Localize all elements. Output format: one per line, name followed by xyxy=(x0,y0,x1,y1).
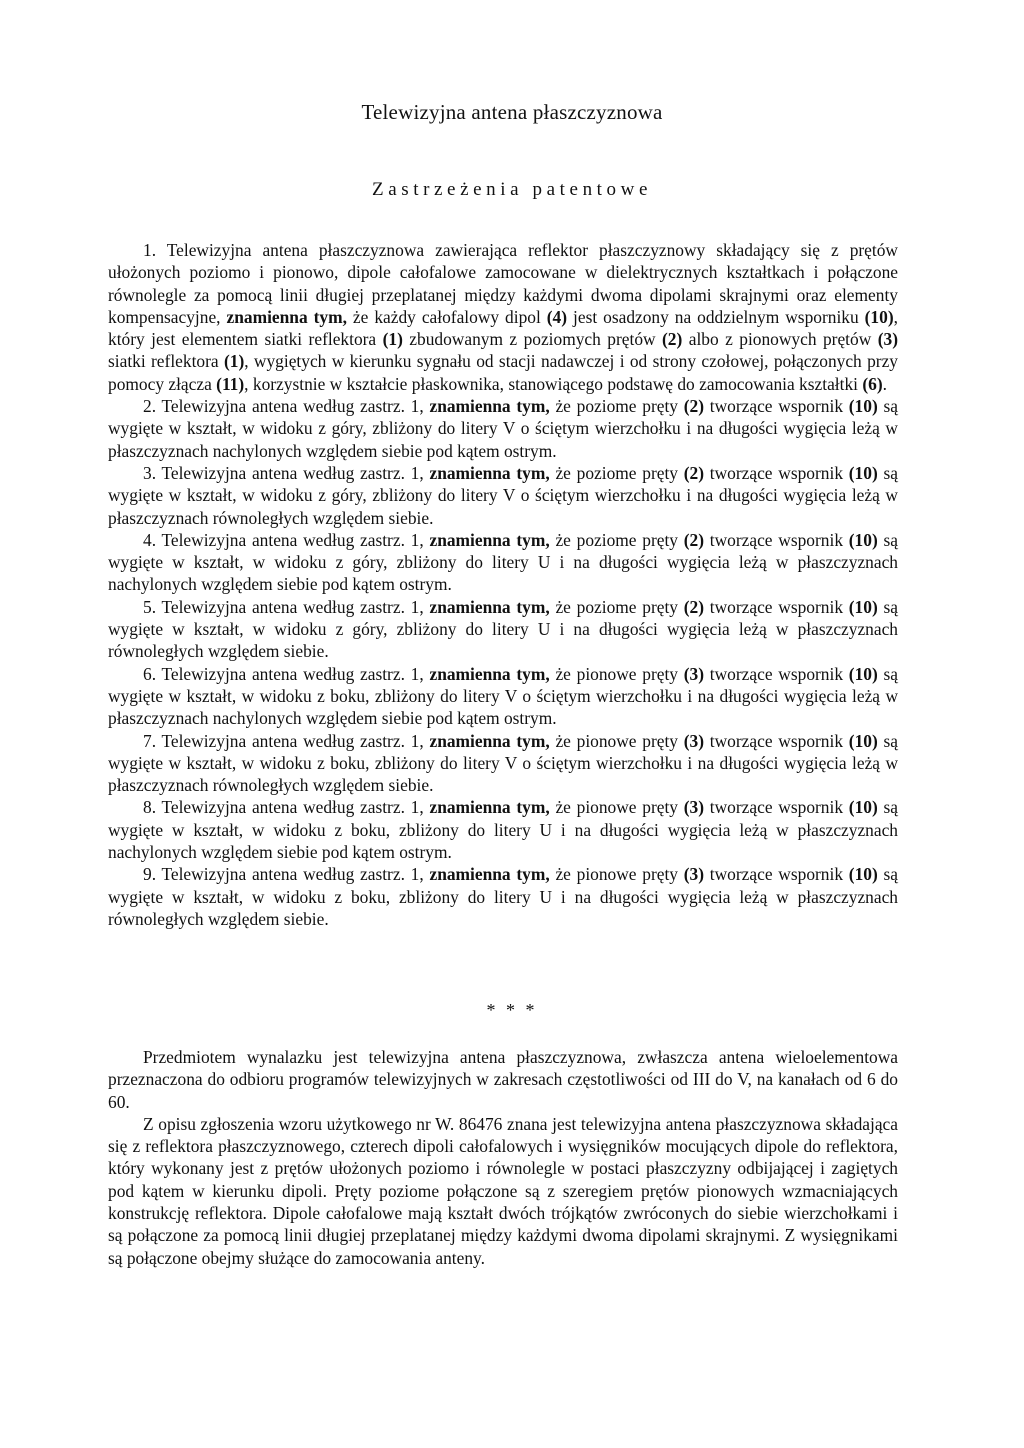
claim-paragraph xyxy=(108,239,898,395)
claim-emphasis: znamienna tym, xyxy=(429,396,550,417)
claim-emphasis: (2) xyxy=(662,329,683,350)
claim-text: 8. Telewizyjna antena według zastrz. 1, xyxy=(143,797,430,818)
description-paragraph: Z opisu zgłoszenia wzoru użytkowego nr W. 86476 znana jest telewizyjna antena płaszczyznowa składająca się z reflektora płaszczyznowego, czterech dipoli całofalowych i wysięgników mocujących dipole do reflektora, który wykonany jest z prętów ułożonych poziomo i równolegle w postaci płaszczyzny odbijającej i zagiętych pod kątem w kierunku dipoli. Pręty poziome połączone są z szeregiem prętów pionowych wzmacniających konstrukcję reflektora. Dipole całofalowe mają kształt dwóch trójkątów zwróconych do siebie wierzchołkami i są połączone za pomocą linii długiej przeplatanej między każdymi dwoma dipolami skrajnymi. Z wysięgnikami są połączone obejmy służące do zamocowania anteny. xyxy=(108,1113,898,1268)
claim-emphasis: (3) xyxy=(683,864,705,885)
claim-text: 2. Telewizyjna antena według zastrz. 1, xyxy=(143,396,430,417)
claim-emphasis: (3) xyxy=(683,663,705,684)
claim-text: tworzące wspornik xyxy=(704,396,849,417)
section-heading-claims: Zastrzeżenia patentowe xyxy=(371,179,652,200)
claim-text: 3. Telewizyjna antena według zastrz. 1, xyxy=(143,462,430,483)
claims-section xyxy=(108,239,898,930)
claim-emphasis: (10) xyxy=(848,462,878,483)
claim-emphasis: (10) xyxy=(848,396,878,417)
claim-text: albo z pionowych prętów xyxy=(682,329,878,350)
claim-emphasis: (10) xyxy=(848,529,878,550)
claim-text: 4. Telewizyjna antena według zastrz. 1, xyxy=(143,529,430,550)
claim-emphasis: (1) xyxy=(223,351,245,372)
claim-emphasis: (10) xyxy=(848,596,878,617)
description-paragraph: Przedmiotem wynalazku jest telewizyjna antena płaszczyznowa, zwłaszcza antena wieloelementowa przeznaczona do odbioru programów telewizyjnych w zakresach częstotliwości od III do V, na kanałach od 6 do 60. xyxy=(108,1047,898,1112)
claim-text: tworzące wspornik xyxy=(704,797,849,818)
description-section xyxy=(108,1046,898,1269)
claim-emphasis: (4) xyxy=(546,306,568,327)
claim-text: są wygięte w kształt, w widoku z góry, zbliżony do litery V o ściętym wierzchołku i na długości wygięcia leżą w płaszczyznach nachylonych względem siebie pod kątem ostrym. xyxy=(108,396,898,461)
claim-text: 5. Telewizyjna antena według zastrz. 1, xyxy=(143,596,430,617)
claim-text: są wygięte w kształt, w widoku z góry, zbliżony do litery V o ściętym wierzchołku i na długości wygięcia leżą w płaszczyznach równoległych względem siebie. xyxy=(108,462,898,528)
claim-text: tworzące wspornik xyxy=(704,596,849,617)
claim-emphasis: (10) xyxy=(848,864,878,885)
claim-paragraph xyxy=(108,395,898,462)
claim-emphasis: znamienna tym, xyxy=(429,529,550,550)
claim-emphasis: znamienna tym, xyxy=(429,864,550,885)
claim-paragraph xyxy=(108,730,898,797)
claim-text: zbudowanym z poziomych prętów xyxy=(402,329,663,350)
claim-text: , który jest elementem siatki reflektora xyxy=(108,306,898,350)
claim-emphasis: (10) xyxy=(848,730,878,751)
claim-emphasis: (3) xyxy=(683,797,705,818)
claim-text: siatki reflektora xyxy=(108,351,224,372)
claim-paragraph xyxy=(108,663,898,730)
claim-text: że pionowe pręty xyxy=(549,730,684,751)
claim-emphasis: (11) xyxy=(216,373,245,394)
claim-text: tworzące wspornik xyxy=(704,529,849,550)
claim-text: . xyxy=(882,373,887,394)
claim-emphasis: (2) xyxy=(683,462,705,483)
claim-text: że poziome pręty xyxy=(549,462,684,483)
claim-emphasis: (2) xyxy=(683,396,705,417)
claim-emphasis: (10) xyxy=(848,663,878,684)
claim-emphasis: znamienna tym, xyxy=(429,663,550,684)
claim-text: 1. Telewizyjna antena płaszczyznowa zawierająca reflektor płaszczyznowy składający się z prętów ułożonych poziomo i pionowo, dipole całofalowe zamocowane w dielektrycznych kształtkach i połączone równolegle za pomocą linii długiej przeplatanej między każdymi dwoma dipolami skrajnymi oraz elementy kompensacyjne, xyxy=(108,240,898,327)
claim-text: że poziome pręty xyxy=(549,396,684,417)
section-separator: * * * xyxy=(486,1000,538,1020)
claim-text: są wygięte w kształt, w widoku z góry, zbliżony do litery U i na długości wygięcia leżą w płaszczyznach równoległych względem siebie. xyxy=(108,596,898,662)
claim-emphasis: (10) xyxy=(864,306,894,327)
claim-text: że poziome pręty xyxy=(549,529,684,550)
claim-emphasis: (1) xyxy=(382,329,403,350)
claim-emphasis: znamienna tym, xyxy=(429,730,550,751)
claim-text: są wygięte w kształt, w widoku z boku, zbliżony do litery U i na długości wygięcia leżą w płaszczyznach równoległych względem siebie. xyxy=(108,864,898,929)
claim-emphasis: (6) xyxy=(862,373,883,394)
claim-emphasis: znamienna tym, xyxy=(429,797,550,818)
claim-text: 7. Telewizyjna antena według zastrz. 1, xyxy=(143,730,430,751)
claim-text: tworzące wspornik xyxy=(704,864,849,885)
claim-text: tworzące wspornik xyxy=(704,663,849,684)
claim-text: tworzące wspornik xyxy=(704,462,849,483)
claim-text: że pionowe pręty xyxy=(549,797,684,818)
claim-text: tworzące wspornik xyxy=(704,730,849,751)
claim-emphasis: (3) xyxy=(683,730,705,751)
claim-emphasis: (2) xyxy=(683,529,705,550)
claim-emphasis: znamienna tym, xyxy=(429,596,550,617)
claim-text: 9. Telewizyjna antena według zastrz. 1, xyxy=(143,864,430,885)
claim-text: 6. Telewizyjna antena według zastrz. 1, xyxy=(143,663,430,684)
claim-text: że pionowe pręty xyxy=(549,663,684,684)
claim-paragraph xyxy=(108,863,898,930)
claim-text: że każdy całofalowy dipol xyxy=(346,306,547,327)
claim-paragraph xyxy=(108,529,898,596)
claim-text: są wygięte w kształt, w widoku z boku, zbliżony do litery U i na długości wygięcia leżą w płaszczyznach nachylonych względem siebie pod kątem ostrym. xyxy=(108,797,898,863)
claim-emphasis: (2) xyxy=(683,596,705,617)
claim-text: są wygięte w kształt, w widoku z boku, zbliżony do litery V o ściętym wierzchołku i na długości wygięcia leżą w płaszczyznach nachylonych względem siebie pod kątem ostrym. xyxy=(108,663,898,729)
claim-text: są wygięte w kształt, w widoku z góry, zbliżony do litery U i na długości wygięcia leżą w płaszczyznach nachylonych względem siebie pod kątem ostrym. xyxy=(108,529,898,595)
claim-text: są wygięte w kształt, w widoku z boku, zbliżony do litery V o ściętym wierzchołku i na długości wygięcia leżą w płaszczyznach równoległych względem siebie. xyxy=(108,730,898,796)
claim-text: że poziome pręty xyxy=(549,596,684,617)
claim-text: jest osadzony na oddzielnym wsporniku xyxy=(567,306,865,327)
claim-text: , korzystnie w kształcie płaskownika, stanowiącego podstawę do zamocowania kształtki xyxy=(244,373,863,394)
claim-emphasis: (3) xyxy=(877,329,898,350)
claim-text: , wygiętych w kierunku sygnału od stacji nadawczej i od strony czołowej, połączonych przy pomocy złącza xyxy=(108,351,898,394)
claim-paragraph xyxy=(108,596,898,663)
claim-paragraph xyxy=(108,462,898,529)
claim-emphasis: znamienna tym, xyxy=(429,462,550,483)
claim-text: że pionowe pręty xyxy=(549,864,684,885)
claim-emphasis: znamienna tym, xyxy=(226,306,347,327)
claim-paragraph xyxy=(108,796,898,863)
claim-emphasis: (10) xyxy=(848,797,878,818)
document-title: Telewizyjna antena płaszczyznowa xyxy=(361,100,663,124)
